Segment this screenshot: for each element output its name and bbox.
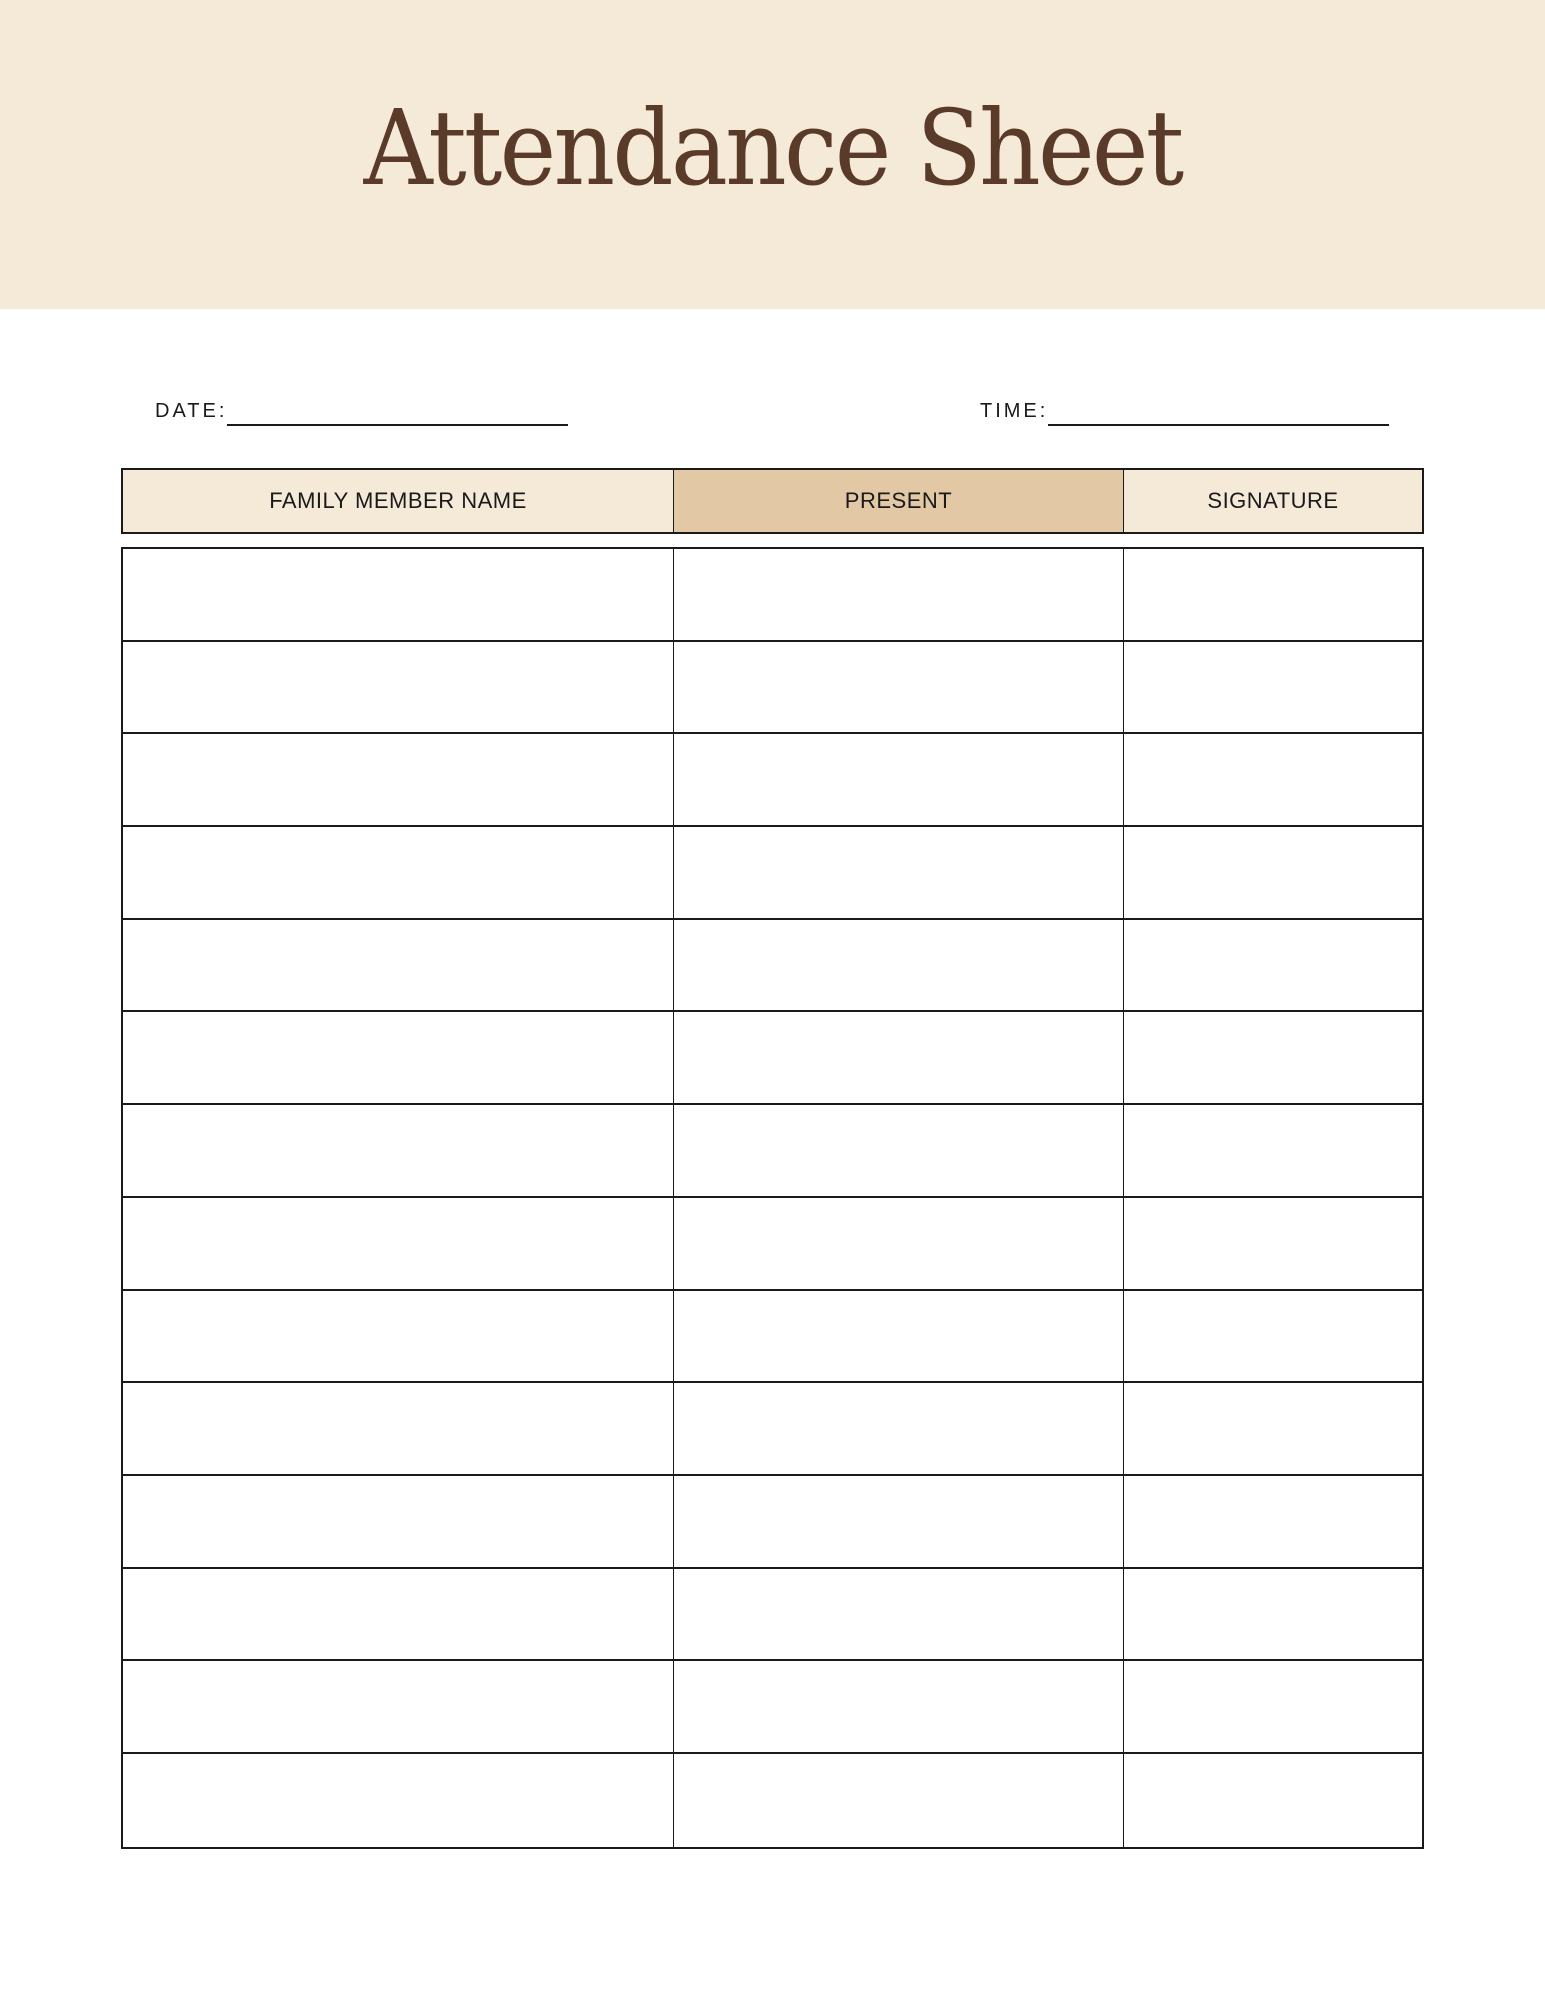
name-cell[interactable] — [123, 1198, 674, 1289]
time-label: TIME: — [980, 400, 1049, 422]
present-cell[interactable] — [674, 1012, 1124, 1103]
time-input-line[interactable] — [1048, 424, 1389, 426]
table-row — [123, 642, 1422, 735]
signature-cell[interactable] — [1124, 1661, 1422, 1752]
table-row — [123, 1198, 1422, 1291]
signature-cell[interactable] — [1124, 1198, 1422, 1289]
present-cell[interactable] — [674, 1754, 1124, 1847]
table-row — [123, 1383, 1422, 1476]
column-header-family-member-name: FAMILY MEMBER NAME — [123, 470, 674, 532]
name-cell[interactable] — [123, 920, 674, 1011]
name-cell[interactable] — [123, 1569, 674, 1660]
signature-cell[interactable] — [1124, 1291, 1422, 1382]
signature-cell[interactable] — [1124, 1476, 1422, 1567]
name-cell[interactable] — [123, 1291, 674, 1382]
present-cell[interactable] — [674, 1198, 1124, 1289]
table-row — [123, 734, 1422, 827]
time-field — [980, 396, 1389, 426]
column-header-signature: SIGNATURE — [1124, 470, 1422, 532]
table-row — [123, 827, 1422, 920]
signature-cell[interactable] — [1124, 642, 1422, 733]
name-cell[interactable] — [123, 1476, 674, 1567]
table-header — [121, 468, 1424, 534]
name-cell[interactable] — [123, 734, 674, 825]
title-banner — [0, 0, 1545, 309]
present-cell[interactable] — [674, 734, 1124, 825]
table-row — [123, 1754, 1422, 1847]
page-title: Attendance Sheet — [363, 87, 1182, 209]
date-input-line[interactable] — [227, 424, 568, 426]
table-row — [123, 549, 1422, 642]
signature-cell[interactable] — [1124, 827, 1422, 918]
present-cell[interactable] — [674, 642, 1124, 733]
signature-cell[interactable] — [1124, 1012, 1422, 1103]
table-row — [123, 1569, 1422, 1662]
table-row — [123, 1476, 1422, 1569]
table-row — [123, 1012, 1422, 1105]
signature-cell[interactable] — [1124, 1754, 1422, 1847]
table-row — [123, 1105, 1422, 1198]
date-label: DATE: — [155, 400, 228, 422]
signature-cell[interactable] — [1124, 1569, 1422, 1660]
name-cell[interactable] — [123, 1383, 674, 1474]
date-field — [155, 396, 568, 426]
present-cell[interactable] — [674, 1476, 1124, 1567]
name-cell[interactable] — [123, 1754, 674, 1847]
signature-cell[interactable] — [1124, 1383, 1422, 1474]
present-cell[interactable] — [674, 1661, 1124, 1752]
table-row — [123, 1661, 1422, 1754]
name-cell[interactable] — [123, 1661, 674, 1752]
name-cell[interactable] — [123, 827, 674, 918]
table-row — [123, 1291, 1422, 1384]
signature-cell[interactable] — [1124, 1105, 1422, 1196]
name-cell[interactable] — [123, 1105, 674, 1196]
present-cell[interactable] — [674, 827, 1124, 918]
column-header-present: PRESENT — [674, 470, 1124, 532]
signature-cell[interactable] — [1124, 920, 1422, 1011]
signature-cell[interactable] — [1124, 549, 1422, 640]
present-cell[interactable] — [674, 1569, 1124, 1660]
present-cell[interactable] — [674, 549, 1124, 640]
name-cell[interactable] — [123, 642, 674, 733]
name-cell[interactable] — [123, 1012, 674, 1103]
attendance-table — [121, 547, 1424, 1849]
present-cell[interactable] — [674, 920, 1124, 1011]
present-cell[interactable] — [674, 1105, 1124, 1196]
present-cell[interactable] — [674, 1383, 1124, 1474]
name-cell[interactable] — [123, 549, 674, 640]
table-row — [123, 920, 1422, 1013]
signature-cell[interactable] — [1124, 734, 1422, 825]
present-cell[interactable] — [674, 1291, 1124, 1382]
